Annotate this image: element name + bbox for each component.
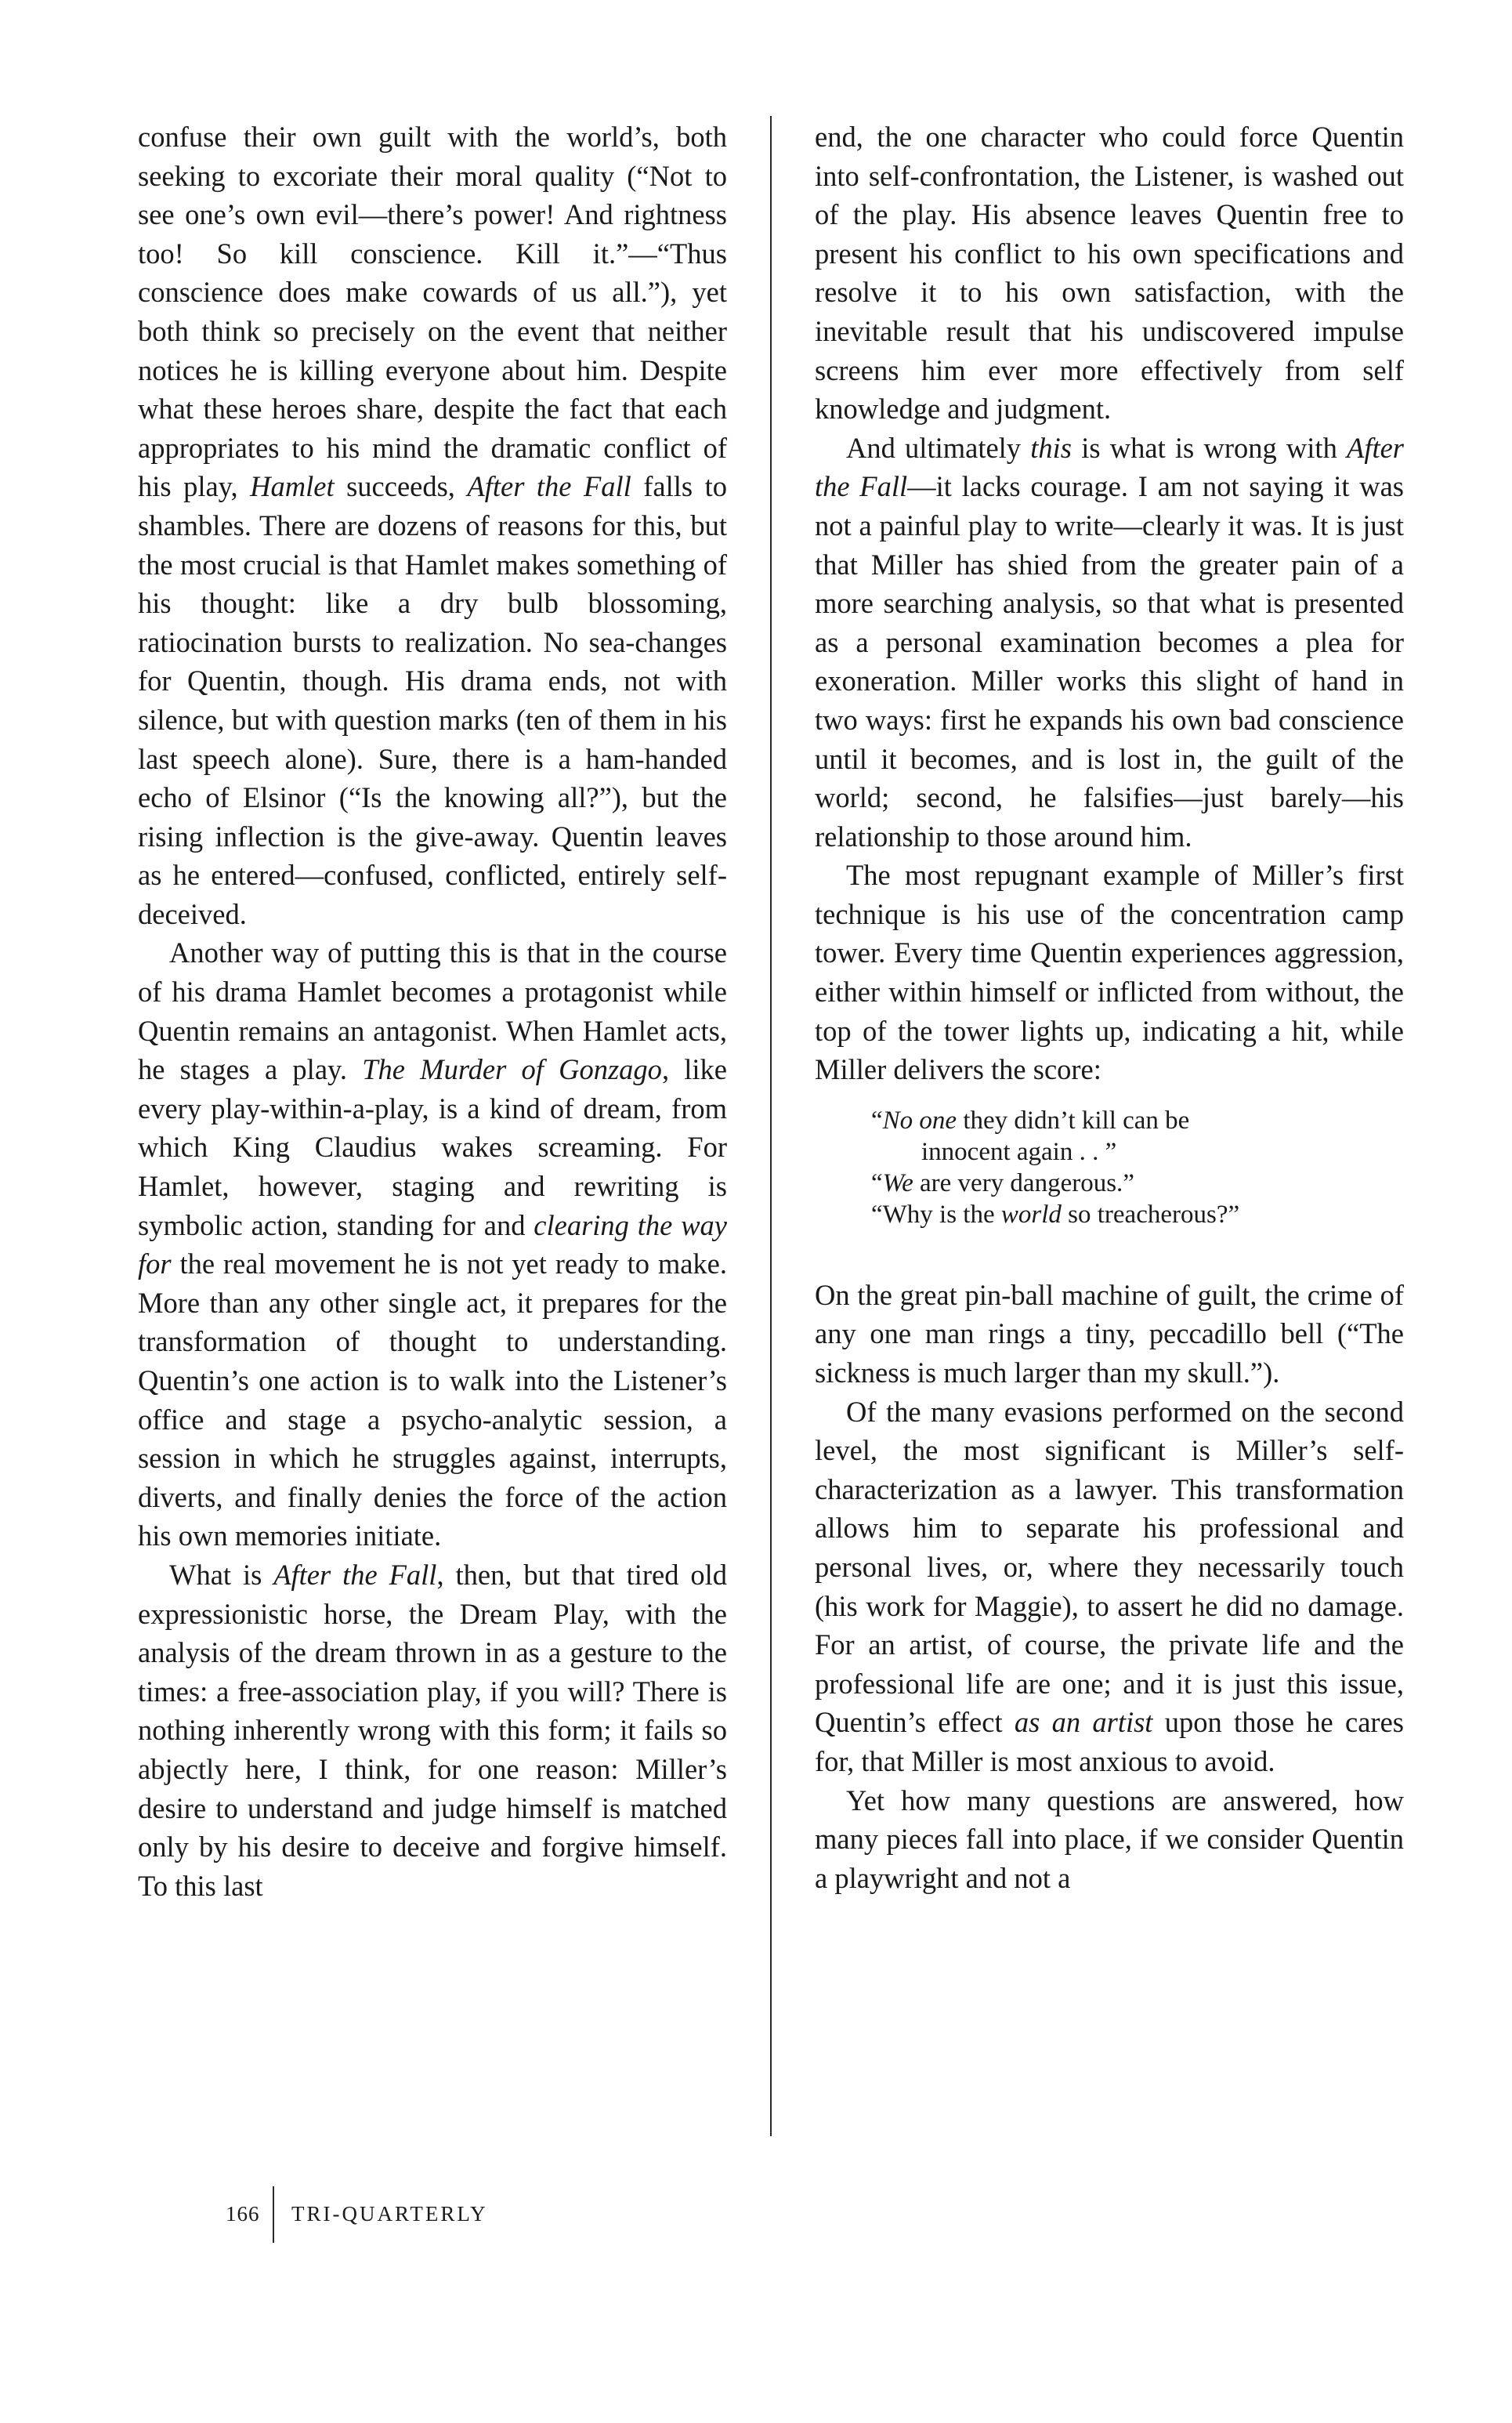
text-run: are very dangerous.” [913,1168,1134,1197]
text-run: so treacherous?” [1061,1200,1240,1229]
italic-text: this [1030,431,1073,464]
text-run: Of the many evasions performed on the second level, the most significant is Miller’s self-characterization as a lawyer. This transformation allows him to separate his professional and personal lives, or, where they necessarily touch (his work for Maggie), to assert he did no damage. For an artist, of course, the private life and the professional life are one; and it is just this issue, Quentin’s effect [815,1395,1404,1739]
footer-rule [273,2186,274,2243]
text-run: upon those he cares for, that Miller is most anxious to avoid. [815,1706,1404,1777]
paragraph [138,118,727,933]
text-run: innocent again . . ” [921,1137,1117,1166]
text-run: And ultimately [846,431,1031,464]
italic-text: We [882,1168,913,1197]
right-column [815,118,1404,1897]
paragraph [815,429,1404,857]
text-run: is what is wrong with [1072,431,1347,464]
text-run: falls to shambles. There are dozens of reasons for this, but the most crucial is that Hamlet makes something of his thought: like a dry bulb blossoming, ratiocination bursts to realization. No sea-changes for Quentin, though. His drama ends, not with silence, but with question marks (ten of them in his last speech alone). Sure, there is a ham-handed echo of Elsinor (“Is the knowing all?”), but the rising inflection is the give-away. Quentin leaves as he entered—confused, conflicted, entirely self-deceived. [138,470,727,930]
italic-text: clearing the way for [138,1208,727,1280]
text-run: Yet how many questions are answered, how many pieces fall into place, if we consider Quentin a playwright and not a [815,1784,1404,1894]
quote-line [871,1136,1404,1168]
paragraph [138,1556,727,1905]
text-run: Another way of putting this is that in the course of his drama Hamlet becomes a protagonist while Quentin remains an antagonist. When Hamlet acts, he stages a play. [138,936,727,1086]
quote-line [871,1168,1404,1199]
paragraph [138,933,727,1556]
column-divider [770,116,772,2136]
page-number: 166 [226,2202,260,2226]
italic-text: After the Fall [815,431,1405,503]
text-run: —it lacks courage. I am not saying it was not a painful play to write—clearly it was. It is just that Miller has shied from the greater pain of a more searching analysis, so that what is presented as a personal examination becomes a plea for exoneration. Miller works this slight of hand in two ways: first he expands his own bad conscience until it becomes, and is lost in, the guilt of the world; second, he falsifies—just barely—his relationship to those around him. [815,470,1405,853]
text-run: end, the one character who could force Quentin into self-confrontation, the Listener, is washed out of the play. His absence leaves Quentin free to present his conflict to his own specifications and resolve it to his own satisfaction, with the inevitable result that his undiscovered impulse screens him ever more effectively from self knowledge and judgment. [815,121,1404,426]
text-run: the real movement he is not yet ready to make. More than any other single act, it prepares for the transformation of thought to understanding. Quentin’s one action is to walk into the Listener’s office and stage a psycho-analytic session, a session in which he struggles against, interrupts, diverts, and finally denies the force of the action his own memories initiate. [138,1248,727,1552]
italic-text: Hamlet [250,470,335,503]
italic-text: After the Fall [467,470,631,503]
paragraph [815,856,1404,1089]
text-run: The most repugnant example of Miller’s first technique is his use of the concentration camp tower. Every time Quentin experiences aggression, either within himself or inflicted from without, the top of the tower lights up, indicating a hit, while Miller delivers the score: [815,859,1404,1086]
quote-line [871,1199,1404,1230]
journal-title: TRI-QUARTERLY [291,2202,488,2226]
text-run: they didn’t kill can be [957,1106,1190,1135]
paragraph [815,118,1404,429]
italic-text: as an artist [1014,1706,1153,1739]
left-column [138,118,727,1905]
italic-text: After the Fall [273,1558,437,1591]
right-column-upper [815,118,1404,1089]
text-run: confuse their own guilt with the world’s, both seeking to excoriate their moral quality (“Not to see one’s own evil—there’s power! And rightness too! So kill conscience. Kill it.”—“Thus conscience does make cowards of us all.”), yet both think so precisely on the event that neither notices he is killing everyone about him. Despite what these heroes share, despite the fact that each appropriates to his mind the dramatic conflict of his play, [138,121,727,503]
paragraph [815,1393,1404,1781]
text-run: “ [871,1106,883,1135]
paragraph [815,1276,1404,1393]
block-quote [871,1105,1404,1230]
text-run: , like every play-within-a-play, is a kind of dream, from which King Claudius wakes screaming. For Hamlet, however, staging and rewriting is symbolic action, standing for and [138,1053,727,1241]
text-run: On the great pin-ball machine of guilt, the crime of any one man rings a tiny, peccadillo bell (“The sickness is much larger than my skull.”). [815,1278,1404,1389]
text-run: , then, but that tired old expressionistic horse, the Dream Play, with the analysis of the dream thrown in as a gesture to the times: a free-association play, if you will? There is nothing inherently wrong with this form; it fails so abjectly here, I think, for one reason: Miller’s desire to understand and judge himself is matched only by his desire to deceive and forgive himself. To this last [138,1558,728,1902]
italic-text: world [1000,1200,1062,1229]
italic-text: The Murder of Gonzago [362,1053,662,1086]
text-run: What is [169,1558,274,1591]
text-run: “ [871,1168,883,1197]
right-column-lower [815,1276,1404,1898]
text-run: “Why is the [871,1200,1001,1229]
text-run: succeeds, [334,470,468,503]
italic-text: No one [882,1106,957,1135]
paragraph [815,1781,1404,1898]
quote-line [871,1105,1404,1136]
